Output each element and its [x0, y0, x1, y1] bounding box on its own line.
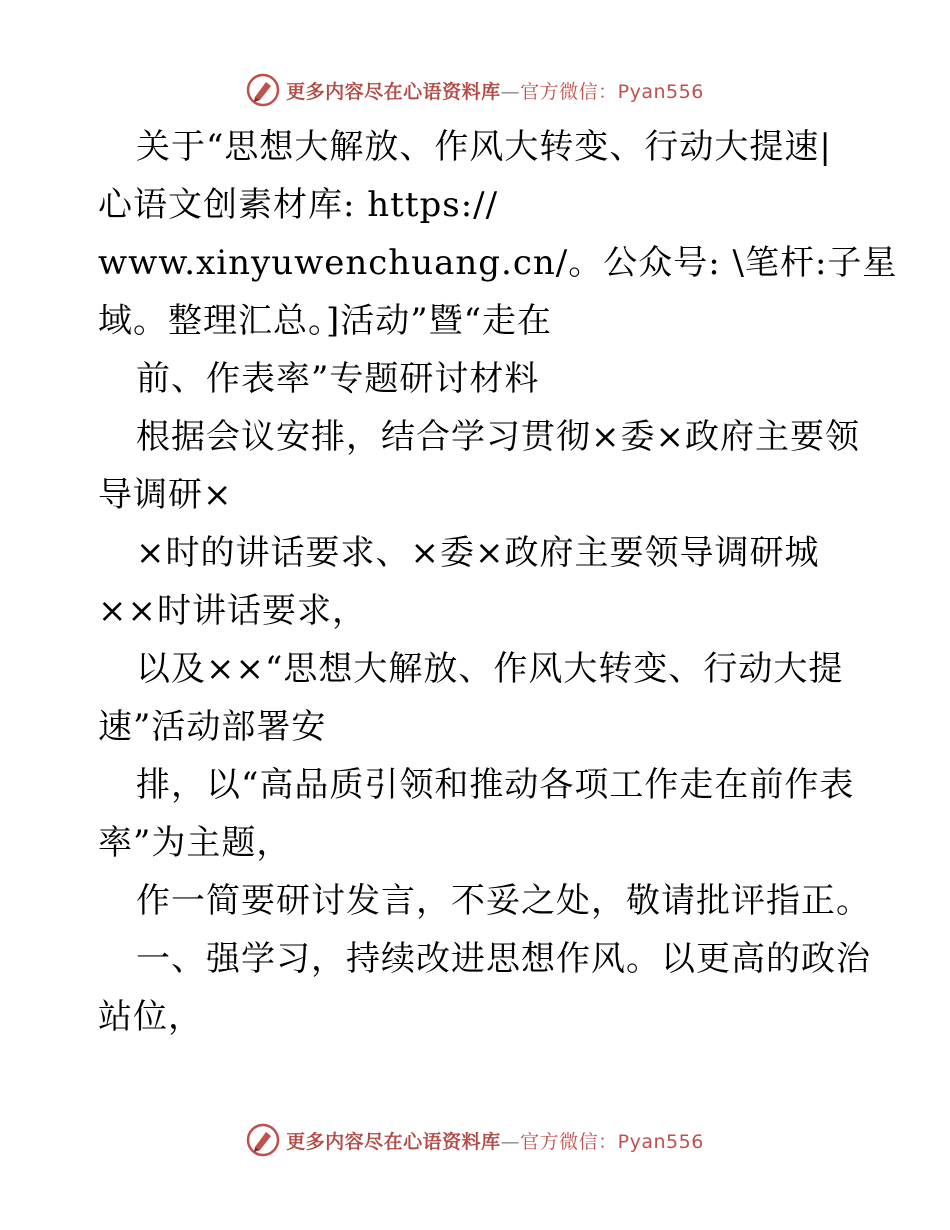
watermark-text: 更多内容尽在心语资料库—官方微信：Pyan556 — [286, 80, 704, 103]
text-line: 一、强学习，持续改进思想作风。以更高的政治 — [136, 939, 871, 979]
text-line: ××时讲话要求， — [98, 591, 367, 631]
pen-logo-icon — [246, 1123, 280, 1157]
watermark-text: 更多内容尽在心语资料库—官方微信：Pyan556 — [286, 1130, 704, 1153]
text-line: 根据会议安排，结合学习贯彻×委×政府主要领 — [136, 417, 860, 457]
text-line: 关于“思想大解放、作风大转变、行动大提速| — [136, 127, 832, 167]
text-line: 前、作表率”专题研讨材料 — [136, 359, 540, 399]
text-line: ×时的讲话要求、×委×政府主要领导调研城 — [136, 533, 820, 573]
text-line: 站位， — [98, 997, 203, 1037]
text-line: 率”为主题， — [98, 823, 292, 863]
document-body — [98, 118, 898, 1046]
text-line: 以及××“思想大解放、作风大转变、行动大提 — [136, 649, 844, 689]
text-line: 心语文创素材库: https:// — [98, 185, 499, 225]
text-line: 导调研× — [98, 475, 233, 515]
pen-logo-icon — [246, 73, 280, 107]
watermark-header — [0, 70, 950, 110]
text-line: 域。整理汇总。]活动”暨“走在 — [98, 301, 553, 341]
watermark-footer — [0, 1120, 950, 1160]
text-line: 排，以“高品质引领和推动各项工作走在前作表 — [136, 765, 855, 805]
text-line: 速”活动部署安 — [98, 707, 327, 747]
text-line: www.xinyuwenchuang.cn/。公众号: \笔杆:子星 — [98, 243, 898, 283]
text-line: 作一简要研讨发言，不妥之处，敬请批评指正。 — [136, 881, 871, 921]
